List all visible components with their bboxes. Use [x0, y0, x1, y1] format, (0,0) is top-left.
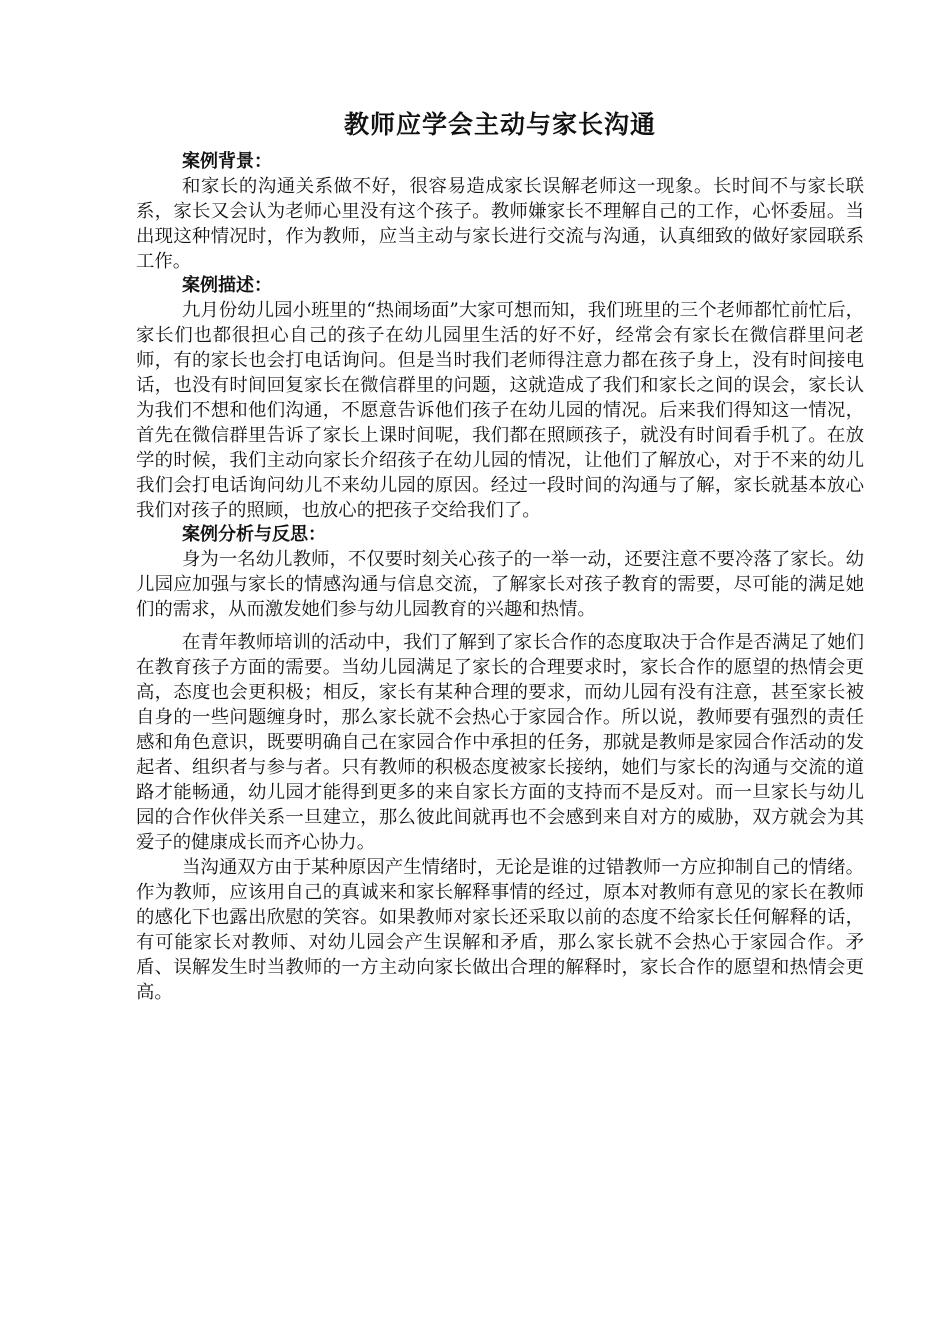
- section-heading-description: 案例描述：: [182, 275, 272, 296]
- paragraph-description-1: 九月份幼儿园小班里的“热闹场面”大家可想而知，我们班里的三个老师都忙前忙后，家长们也都很担心自己的孩子在幼儿园里生活的好不好，经常会有家长在微信群里问老师，有的家长也会打电话询问。但是当时我们老师得注意力都在孩子身上，没有时间接电话，也没有时间回复家长在微信群里的问题，这就造成了我们和家长之间的误会，家长认为我们不想和他们沟通，不愿意告诉他们孩子在幼儿园的情况。后来我们得知这一情况，首先在微信群里告诉了家长上课时间呢，我们都在照顾孩子，就没有时间看手机了。在放学的时候，我们主动向家长介绍孩子在幼儿园的情况，让他们了解放心，对于不来的幼儿我们会打电话询问幼儿不来幼儿园的原因。经过一段时间的沟通与了解，家长就基本放心我们对孩子的照顾，也放心的把孩子交给我们了。: [136, 300, 864, 521]
- section-background: [136, 150, 864, 274]
- paragraph-analysis-1: 身为一名幼儿教师，不仅要时刻关心孩子的一举一动，还要注意不要冷落了家长。幼儿园应加强与家长的情感沟通与信息交流，了解家长对孩子教育的需要，尽可能的满足她们的需求，从而激发她们参与幼儿园教育的兴趣和热情。: [136, 549, 864, 620]
- paragraph-background-1: 和家长的沟通关系做不好，很容易造成家长误解老师这一现象。长时间不与家长联系，家长又会认为老师心里没有这个孩子。教师嫌家长不理解自己的工作，心怀委屈。当出现这种情况时，作为教师，应当主动与家长进行交流与沟通，认真细致的做好家园联系工作。: [136, 176, 864, 272]
- document-title: 教师应学会主动与家长沟通: [343, 110, 656, 139]
- paragraph-analysis-2: 在青年教师培训的活动中，我们了解到了家长合作的态度取决于合作是否满足了她们在教育孩子方面的需要。当幼儿园满足了家长的合理要求时，家长合作的愿望的热情会更高，态度也会更积极；相反，家长有某种合理的要求，而幼儿园有没有注意，甚至家长被自身的一些问题缠身时，那么家长就不会热心于家园合作。所以说，教师要有强烈的责任感和角色意识，既要明确自己在家园合作中承担的任务，那就是教师是家园合作活动的发起者、组织者与参与者。只有教师的积极态度被家长接纳，她们与家长的沟通与交流的道路才能畅通，幼儿园才能得到更多的来自家长方面的支持而不是反对。而一旦家长与幼儿园的合作伙伴关系一旦建立，那么彼此间就再也不会感到来自对方的威胁，双方就会为其爱子的健康成长而齐心协力。: [136, 632, 864, 853]
- section-analysis: [136, 523, 864, 1005]
- document-page: [136, 104, 864, 1005]
- section-heading-analysis: 案例分析与反思：: [182, 524, 326, 545]
- paragraph-analysis-3: 当沟通双方由于某种原因产生情绪时，无论是谁的过错教师一方应抑制自己的情绪。作为教师，应该用自己的真诚来和家长解释事情的经过，原本对教师有意见的家长在教师的感化下也露出欣慰的笑容。如果教师对家长还采取以前的态度不给家长任何解释的话，有可能家长对教师、对幼儿园会产生误解和矛盾，那么家长就不会热心于家园合作。矛盾、误解发生时当教师的一方主动向家长做出合理的解释时，家长合作的愿望和热情会更高。: [136, 857, 864, 1003]
- section-description: [136, 274, 864, 523]
- section-heading-background: 案例背景：: [182, 151, 272, 172]
